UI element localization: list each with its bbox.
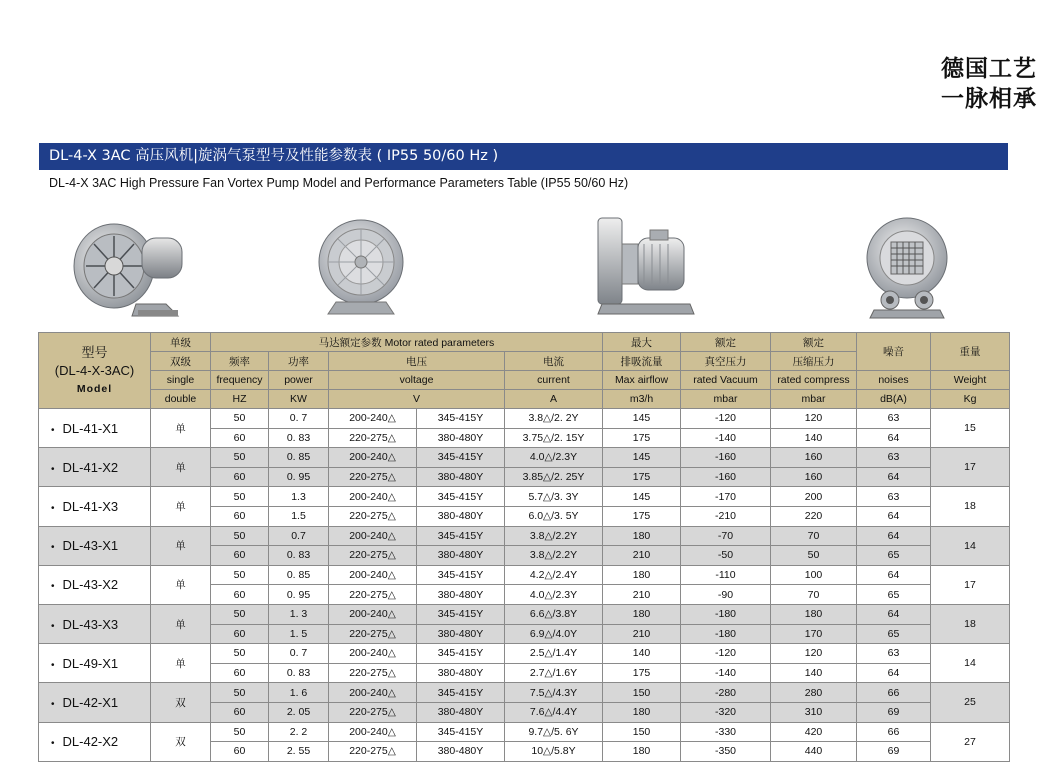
current-cell: 3.8△/2. 2Y (505, 409, 603, 429)
model-header-en: Model (76, 382, 113, 395)
hz-cell: 60 (211, 467, 269, 487)
spec-table (38, 332, 1010, 762)
airflow-cell: 175 (603, 467, 681, 487)
kw-cell: 1. 5 (269, 624, 329, 644)
compress-cell: 310 (771, 702, 857, 722)
motor-header: 马达额定参数 Motor rated parameters (211, 333, 603, 352)
vacuum-cell: -350 (681, 742, 771, 762)
vacuum-unit: mbar (681, 390, 771, 409)
kw-cell: 2. 55 (269, 742, 329, 762)
model-name (39, 448, 151, 487)
vacuum-cell: -120 (681, 409, 771, 429)
table-row (39, 409, 1010, 429)
kw-cell: 0. 7 (269, 409, 329, 429)
voltage-delta-cell: 200-240△ (329, 487, 417, 507)
airflow-cell: 175 (603, 428, 681, 448)
kw-cell: 0. 83 (269, 428, 329, 448)
vacuum-cell: -160 (681, 448, 771, 468)
stage-cell: 单 (151, 565, 211, 604)
voltage-y-cell: 380-480Y (417, 506, 505, 526)
stage-cell: 双 (151, 683, 211, 722)
noise-cell: 63 (857, 487, 931, 507)
compress-cell: 160 (771, 448, 857, 468)
kw-cell: 0. 95 (269, 585, 329, 605)
current-cell: 2.5△/1.4Y (505, 644, 603, 664)
freq-header-en: frequency (211, 371, 269, 390)
title-banner: DL-4-X 3AC 高压风机|旋涡气泵型号及性能参数表 ( IP55 50/60 Hz ) (39, 143, 1008, 170)
voltage-delta-cell: 200-240△ (329, 448, 417, 468)
weight-header-cn: 重量 (931, 333, 1010, 371)
voltage-y-cell: 345-415Y (417, 644, 505, 664)
vacuum-header-cn2: 真空压力 (681, 352, 771, 371)
current-cell: 6.6△/3.8Y (505, 604, 603, 624)
kw-cell: 1.3 (269, 487, 329, 507)
kw-cell: 0. 85 (269, 565, 329, 585)
vacuum-cell: -120 (681, 644, 771, 664)
model-name-text: DL-43-X3 (62, 616, 119, 632)
model-name (39, 565, 151, 604)
voltage-delta-cell: 220-275△ (329, 663, 417, 683)
hz-cell: 50 (211, 448, 269, 468)
compress-cell: 70 (771, 526, 857, 546)
voltage-header-cn: 电压 (329, 352, 505, 371)
stage-cell: 单 (151, 448, 211, 487)
noise-cell: 69 (857, 702, 931, 722)
current-header-cn: 电流 (505, 352, 603, 371)
vacuum-cell: -210 (681, 506, 771, 526)
compress-header-en: rated compress (771, 371, 857, 390)
hz-cell: 50 (211, 644, 269, 664)
voltage-y-cell: 380-480Y (417, 585, 505, 605)
weight-cell: 17 (931, 565, 1010, 604)
airflow-cell: 150 (603, 683, 681, 703)
bullet-icon: • (51, 659, 55, 671)
table-row (39, 448, 1010, 468)
noise-cell: 64 (857, 565, 931, 585)
current-cell: 2.7△/1.6Y (505, 663, 603, 683)
stage-cell: 单 (151, 644, 211, 683)
vacuum-cell: -90 (681, 585, 771, 605)
vacuum-header-en: rated Vacuum (681, 371, 771, 390)
power-header-cn: 功率 (269, 352, 329, 371)
kw-cell: 2. 2 (269, 722, 329, 742)
model-name (39, 487, 151, 526)
compress-cell: 120 (771, 409, 857, 429)
vacuum-cell: -70 (681, 526, 771, 546)
airflow-cell: 180 (603, 565, 681, 585)
voltage-y-cell: 345-415Y (417, 683, 505, 703)
airflow-cell: 210 (603, 624, 681, 644)
voltage-delta-cell: 200-240△ (329, 644, 417, 664)
model-name (39, 644, 151, 683)
table-row (39, 683, 1010, 703)
noise-cell: 63 (857, 448, 931, 468)
compress-cell: 160 (771, 467, 857, 487)
weight-cell: 18 (931, 487, 1010, 526)
airflow-cell: 145 (603, 448, 681, 468)
voltage-header-en: voltage (329, 371, 505, 390)
airflow-cell: 180 (603, 526, 681, 546)
hz-cell: 50 (211, 526, 269, 546)
kw-cell: 1.5 (269, 506, 329, 526)
model-header-cn: 型号 (81, 344, 108, 360)
airflow-unit: m3/h (603, 390, 681, 409)
power-header-en: power (269, 371, 329, 390)
english-subtitle: DL-4-X 3AC High Pressure Fan Vortex Pump Model and Performance Parameters Table (IP55 50/60 Hz) (49, 176, 629, 190)
current-cell: 6.9△/4.0Y (505, 624, 603, 644)
hz-cell: 60 (211, 585, 269, 605)
model-name-text: DL-41-X2 (62, 459, 119, 475)
weight-cell: 18 (931, 604, 1010, 643)
compress-cell: 420 (771, 722, 857, 742)
hz-cell: 60 (211, 546, 269, 566)
compress-cell: 140 (771, 428, 857, 448)
weight-header-en: Weight (931, 371, 1010, 390)
voltage-unit: V (329, 390, 505, 409)
vacuum-cell: -330 (681, 722, 771, 742)
vacuum-cell: -320 (681, 702, 771, 722)
kw-cell: 0. 95 (269, 467, 329, 487)
airflow-cell: 210 (603, 546, 681, 566)
table-row (39, 487, 1010, 507)
airflow-cell: 180 (603, 604, 681, 624)
voltage-delta-cell: 220-275△ (329, 585, 417, 605)
compress-cell: 220 (771, 506, 857, 526)
power-unit: KW (269, 390, 329, 409)
voltage-y-cell: 345-415Y (417, 604, 505, 624)
airflow-cell: 180 (603, 742, 681, 762)
weight-cell: 14 (931, 526, 1010, 565)
vacuum-cell: -160 (681, 467, 771, 487)
hz-cell: 60 (211, 742, 269, 762)
airflow-cell: 150 (603, 722, 681, 742)
stage-cell: 单 (151, 604, 211, 643)
model-name-text: DL-43-X2 (62, 577, 119, 593)
hz-cell: 50 (211, 683, 269, 703)
stage-header-cn2: 双级 (151, 352, 211, 371)
hz-cell: 60 (211, 702, 269, 722)
voltage-delta-cell: 200-240△ (329, 683, 417, 703)
current-header-en: current (505, 371, 603, 390)
current-cell: 7.5△/4.3Y (505, 683, 603, 703)
model-name-text: DL-41-X1 (62, 420, 119, 436)
vacuum-cell: -180 (681, 624, 771, 644)
voltage-delta-cell: 220-275△ (329, 428, 417, 448)
stage-cell: 单 (151, 487, 211, 526)
voltage-y-cell: 380-480Y (417, 742, 505, 762)
stage-header-cn1: 单级 (151, 333, 211, 352)
noise-cell: 69 (857, 742, 931, 762)
current-cell: 4.2△/2.4Y (505, 565, 603, 585)
kw-cell: 0. 85 (269, 448, 329, 468)
compress-cell: 100 (771, 565, 857, 585)
hz-cell: 60 (211, 506, 269, 526)
kw-cell: 0. 83 (269, 546, 329, 566)
noise-cell: 65 (857, 585, 931, 605)
airflow-header-cn1: 最大 (603, 333, 681, 352)
airflow-cell: 140 (603, 644, 681, 664)
hz-cell: 50 (211, 565, 269, 585)
voltage-delta-cell: 220-275△ (329, 624, 417, 644)
kw-cell: 0. 7 (269, 644, 329, 664)
hz-cell: 50 (211, 722, 269, 742)
weight-cell: 27 (931, 722, 1010, 761)
noise-cell: 64 (857, 663, 931, 683)
noise-unit: dB(A) (857, 390, 931, 409)
noise-header-en: noises (857, 371, 931, 390)
freq-unit: HZ (211, 390, 269, 409)
voltage-y-cell: 380-480Y (417, 702, 505, 722)
vacuum-cell: -140 (681, 428, 771, 448)
kw-cell: 2. 05 (269, 702, 329, 722)
pump-side-view-image (594, 214, 700, 320)
weight-unit: Kg (931, 390, 1010, 409)
voltage-y-cell: 380-480Y (417, 624, 505, 644)
kw-cell: 1. 3 (269, 604, 329, 624)
noise-header-cn: 噪音 (857, 333, 931, 371)
table-row (39, 644, 1010, 664)
model-header (39, 333, 151, 409)
current-cell: 10△/5.8Y (505, 742, 603, 762)
noise-cell: 64 (857, 526, 931, 546)
stage-cell: 单 (151, 526, 211, 565)
slogan-line-2: 一脉相承 (941, 86, 1037, 112)
weight-cell: 17 (931, 448, 1010, 487)
compress-cell: 140 (771, 663, 857, 683)
airflow-cell: 180 (603, 702, 681, 722)
current-cell: 6.0△/3. 5Y (505, 506, 603, 526)
airflow-header-cn2: 排吸流量 (603, 352, 681, 371)
current-cell: 3.8△/2.2Y (505, 546, 603, 566)
noise-cell: 65 (857, 546, 931, 566)
voltage-delta-cell: 200-240△ (329, 409, 417, 429)
slogan-line-1: 德国工艺 (941, 56, 1037, 82)
model-name-text: DL-42-X2 (62, 734, 119, 750)
vacuum-cell: -170 (681, 487, 771, 507)
model-name-text: DL-49-X1 (62, 655, 119, 671)
freq-header-cn: 频率 (211, 352, 269, 371)
bullet-icon: • (51, 542, 55, 554)
voltage-y-cell: 380-480Y (417, 467, 505, 487)
voltage-delta-cell: 200-240△ (329, 722, 417, 742)
airflow-cell: 175 (603, 506, 681, 526)
noise-cell: 64 (857, 428, 931, 448)
bullet-icon: • (51, 581, 55, 593)
bullet-icon: • (51, 620, 55, 632)
compress-cell: 170 (771, 624, 857, 644)
kw-cell: 0.7 (269, 526, 329, 546)
compress-cell: 70 (771, 585, 857, 605)
weight-cell: 15 (931, 409, 1010, 448)
table-row (39, 565, 1010, 585)
voltage-y-cell: 345-415Y (417, 487, 505, 507)
vacuum-header-cn1: 额定 (681, 333, 771, 352)
kw-cell: 1. 6 (269, 683, 329, 703)
hz-cell: 60 (211, 663, 269, 683)
table-row (39, 604, 1010, 624)
stage-header-en1: single (151, 371, 211, 390)
noise-cell: 64 (857, 506, 931, 526)
pump-back-view-image (864, 212, 950, 322)
noise-cell: 63 (857, 409, 931, 429)
voltage-y-cell: 380-480Y (417, 546, 505, 566)
voltage-delta-cell: 220-275△ (329, 506, 417, 526)
voltage-y-cell: 345-415Y (417, 526, 505, 546)
model-name-text: DL-42-X1 (62, 694, 119, 710)
hz-cell: 60 (211, 428, 269, 448)
model-name (39, 683, 151, 722)
current-cell: 7.6△/4.4Y (505, 702, 603, 722)
model-name (39, 526, 151, 565)
current-cell: 3.85△/2. 25Y (505, 467, 603, 487)
current-cell: 3.75△/2. 15Y (505, 428, 603, 448)
stage-cell: 单 (151, 409, 211, 448)
voltage-y-cell: 380-480Y (417, 428, 505, 448)
compress-header-cn2: 压缩压力 (771, 352, 857, 371)
voltage-y-cell: 345-415Y (417, 722, 505, 742)
model-name-text: DL-43-X1 (62, 538, 119, 554)
vacuum-cell: -280 (681, 683, 771, 703)
table-row (39, 722, 1010, 742)
hz-cell: 50 (211, 604, 269, 624)
noise-cell: 64 (857, 604, 931, 624)
bullet-icon: • (51, 463, 55, 475)
voltage-delta-cell: 200-240△ (329, 565, 417, 585)
voltage-delta-cell: 220-275△ (329, 467, 417, 487)
compress-cell: 50 (771, 546, 857, 566)
bullet-icon: • (51, 424, 55, 436)
compress-cell: 200 (771, 487, 857, 507)
stage-cell: 双 (151, 722, 211, 761)
current-cell: 3.8△/2.2Y (505, 526, 603, 546)
bullet-icon: • (51, 738, 55, 750)
hz-cell: 50 (211, 487, 269, 507)
model-header-code: (DL-4-X-3AC) (54, 362, 135, 378)
compress-cell: 280 (771, 683, 857, 703)
noise-cell: 66 (857, 722, 931, 742)
current-cell: 4.0△/2.3Y (505, 448, 603, 468)
model-name (39, 722, 151, 761)
model-name (39, 604, 151, 643)
noise-cell: 66 (857, 683, 931, 703)
voltage-y-cell: 345-415Y (417, 409, 505, 429)
airflow-cell: 145 (603, 409, 681, 429)
voltage-delta-cell: 220-275△ (329, 546, 417, 566)
airflow-header-en: Max airflow (603, 371, 681, 390)
vacuum-cell: -110 (681, 565, 771, 585)
compress-cell: 120 (771, 644, 857, 664)
voltage-delta-cell: 220-275△ (329, 702, 417, 722)
airflow-cell: 175 (603, 663, 681, 683)
table-row (39, 526, 1010, 546)
current-cell: 9.7△/5. 6Y (505, 722, 603, 742)
airflow-cell: 210 (603, 585, 681, 605)
weight-cell: 14 (931, 644, 1010, 683)
voltage-y-cell: 345-415Y (417, 565, 505, 585)
noise-cell: 65 (857, 624, 931, 644)
kw-cell: 0. 83 (269, 663, 329, 683)
bullet-icon: • (51, 698, 55, 710)
spec-table-body (39, 409, 1010, 762)
model-name (39, 409, 151, 448)
compress-header-cn1: 额定 (771, 333, 857, 352)
hz-cell: 60 (211, 624, 269, 644)
voltage-delta-cell: 200-240△ (329, 604, 417, 624)
voltage-y-cell: 345-415Y (417, 448, 505, 468)
model-name-text: DL-41-X3 (62, 498, 119, 514)
slogan (941, 54, 1037, 114)
noise-cell: 64 (857, 467, 931, 487)
stage-header-en2: double (151, 390, 211, 409)
vacuum-cell: -50 (681, 546, 771, 566)
current-cell: 5.7△/3. 3Y (505, 487, 603, 507)
hz-cell: 50 (211, 409, 269, 429)
compress-cell: 440 (771, 742, 857, 762)
compress-cell: 180 (771, 604, 857, 624)
airflow-cell: 145 (603, 487, 681, 507)
compress-unit: mbar (771, 390, 857, 409)
pump-angled-view-image (66, 216, 196, 324)
vacuum-cell: -140 (681, 663, 771, 683)
bullet-icon: • (51, 502, 55, 514)
voltage-delta-cell: 220-275△ (329, 742, 417, 762)
current-unit: A (505, 390, 603, 409)
weight-cell: 25 (931, 683, 1010, 722)
voltage-delta-cell: 200-240△ (329, 526, 417, 546)
pump-front-view-image (316, 214, 406, 320)
voltage-y-cell: 380-480Y (417, 663, 505, 683)
vacuum-cell: -180 (681, 604, 771, 624)
noise-cell: 63 (857, 644, 931, 664)
current-cell: 4.0△/2.3Y (505, 585, 603, 605)
